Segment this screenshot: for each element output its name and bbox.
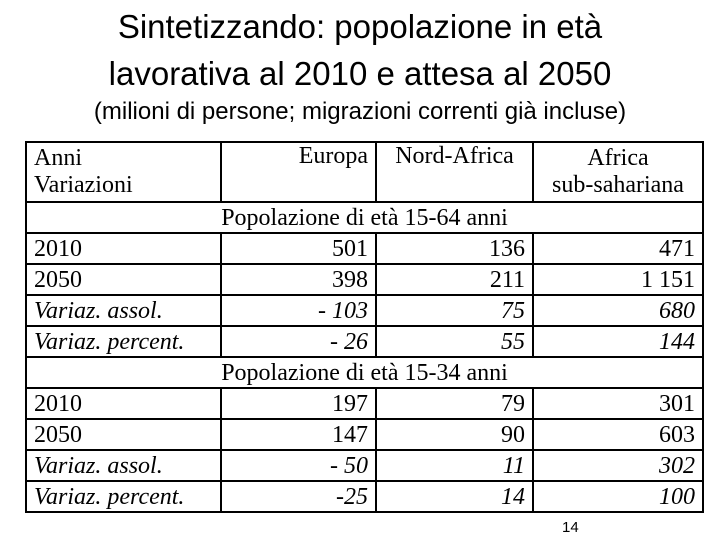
subtitle: (milioni di persone; migrazioni correnti già incluse) xyxy=(93,98,627,125)
cell-africa-ss: 1 151 xyxy=(533,264,703,295)
cell-africa-ss: 100 xyxy=(533,481,703,512)
cell-europa: -25 xyxy=(221,481,376,512)
corner-header-cell xyxy=(26,142,221,202)
row-label: Variaz. percent. xyxy=(26,326,221,357)
row-label: 2050 xyxy=(26,264,221,295)
row-label: Variaz. assol. xyxy=(26,295,221,326)
cell-nord-africa: 79 xyxy=(376,388,533,419)
table-row xyxy=(26,295,703,326)
cell-nord-africa: 136 xyxy=(376,233,533,264)
cell-europa: 197 xyxy=(221,388,376,419)
cell-europa: - 50 xyxy=(221,450,376,481)
row-label: Variaz. percent. xyxy=(26,481,221,512)
cell-africa-ss: 301 xyxy=(533,388,703,419)
table-row xyxy=(26,326,703,357)
cell-nord-africa: 55 xyxy=(376,326,533,357)
row-label: 2050 xyxy=(26,419,221,450)
col-header-africa-ss-line-2: sub-sahariana xyxy=(552,172,684,198)
cell-nord-africa: 11 xyxy=(376,450,533,481)
cell-africa-ss: 302 xyxy=(533,450,703,481)
col-header-nord-africa: Nord-Africa xyxy=(376,142,533,202)
title-line-2: lavorativa al 2010 e attesa al 2050 xyxy=(108,55,612,92)
cell-africa-ss: 603 xyxy=(533,419,703,450)
cell-africa-ss: 680 xyxy=(533,295,703,326)
cell-europa: 398 xyxy=(221,264,376,295)
row-label: Variaz. assol. xyxy=(26,450,221,481)
table-row xyxy=(26,264,703,295)
table-row xyxy=(26,388,703,419)
cell-europa: 147 xyxy=(221,419,376,450)
col-header-europa: Europa xyxy=(221,142,376,202)
population-table xyxy=(25,141,704,513)
cell-nord-africa: 14 xyxy=(376,481,533,512)
title-line-1: Sintetizzando: popolazione in età xyxy=(117,8,603,45)
cell-europa: - 103 xyxy=(221,295,376,326)
cell-europa: 501 xyxy=(221,233,376,264)
col-header-africa-ss-line-1: Africa xyxy=(587,145,649,171)
cell-africa-ss: 144 xyxy=(533,326,703,357)
cell-africa-ss: 471 xyxy=(533,233,703,264)
table-header-row xyxy=(26,142,703,202)
section-header-row xyxy=(26,202,703,233)
table-row xyxy=(26,233,703,264)
row-label: 2010 xyxy=(26,388,221,419)
corner-header-line-2: Variazioni xyxy=(34,172,133,198)
cell-europa: - 26 xyxy=(221,326,376,357)
section-header-row xyxy=(26,357,703,388)
table-row xyxy=(26,419,703,450)
section-label-15-64: Popolazione di età 15-64 anni xyxy=(26,202,703,233)
page-number: 14 xyxy=(562,519,579,536)
table-row xyxy=(26,481,703,512)
cell-nord-africa: 90 xyxy=(376,419,533,450)
cell-nord-africa: 75 xyxy=(376,295,533,326)
cell-nord-africa: 211 xyxy=(376,264,533,295)
corner-header-line-1: Anni xyxy=(34,145,82,171)
row-label: 2010 xyxy=(26,233,221,264)
section-label-15-34: Popolazione di età 15-34 anni xyxy=(26,357,703,388)
col-header-africa-ss xyxy=(533,142,703,202)
table-row xyxy=(26,450,703,481)
